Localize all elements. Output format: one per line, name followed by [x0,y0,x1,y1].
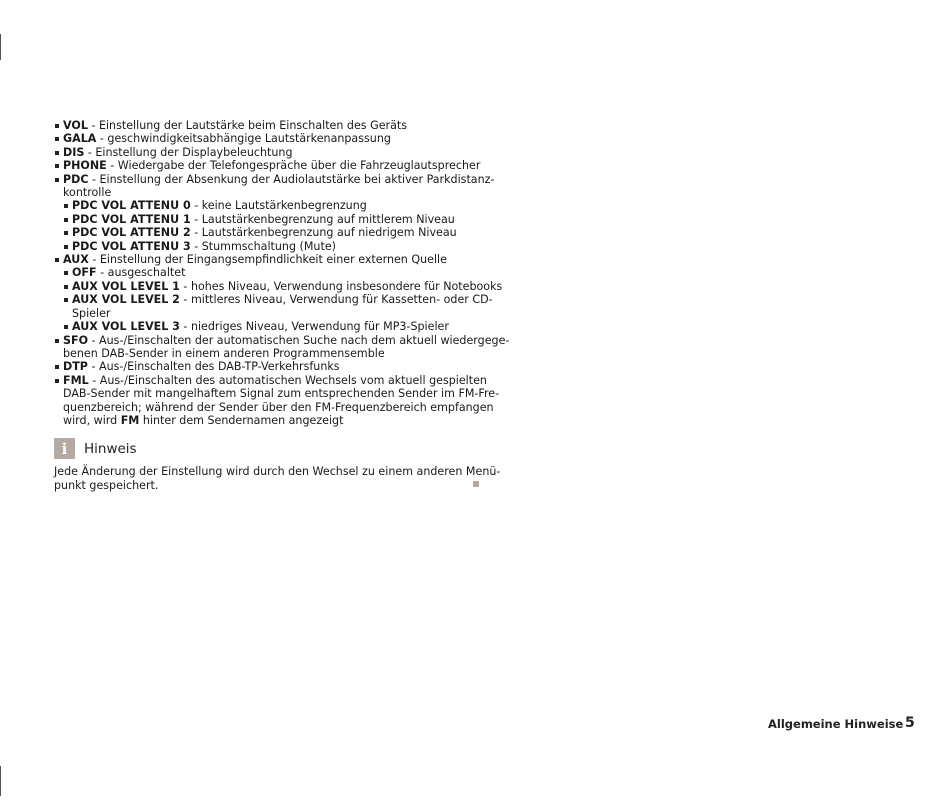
list-item-dtp: DTP - Aus-/Einschalten des DAB-TP-Verkehrsfunks [54,360,472,373]
list-item-sfo-continuation: benen DAB-Sender in einem anderen Programmensemble [63,346,385,360]
list-item-pdc: PDC - Einstellung der Absenkung der Audiolautstärke bei aktiver Parkdistanz- [54,173,472,186]
sub-item-pdc-vol-attenu-2: PDC VOL ATTENU 2 - Lautstärkenbegrenzung auf niedrigem Niveau [54,226,472,239]
fm-symbol: FM [120,413,140,427]
list-item-aux: AUX - Einstellung der Eingangsempfindlichkeit einer externen Quelle [54,253,472,266]
note-text [54,465,501,492]
note-header [54,438,137,459]
sub-item-aux-vol-level-1: AUX VOL LEVEL 1 - hohes Niveau, Verwendung insbesondere für Notebooks [54,280,472,293]
settings-list [54,119,510,427]
list-item-pdc-continuation: kontrolle [63,186,112,200]
sub-item-pdc-vol-attenu-0: PDC VOL ATTENU 0 - keine Lautstärkenbegrenzung [54,199,472,212]
crop-mark-top [0,34,1,60]
sub-item-pdc-vol-attenu-3: PDC VOL ATTENU 3 - Stummschaltung (Mute) [54,240,472,253]
sub-item-aux-vol-level-2: AUX VOL LEVEL 2 - mittleres Niveau, Verwendung für Kassetten- oder CD- [54,293,472,306]
list-item-dis: DIS - Einstellung der Displaybeleuchtung [54,146,472,159]
list-item-vol: VOL - Einstellung der Lautstärke beim Einschalten des Geräts [54,119,472,132]
sub-item-aux-vol-level-2-continuation: Spieler [72,306,111,320]
sub-item-off: OFF - ausgeschaltet [54,266,472,279]
sub-item-pdc-vol-attenu-1: PDC VOL ATTENU 1 - Lautstärkenbegrenzung auf mittlerem Niveau [54,213,472,226]
section-end-marker [473,481,479,487]
list-item-phone: PHONE - Wiedergabe der Telefongespräche über die Fahrzeuglautsprecher [54,159,472,172]
page-number: 5 [905,715,915,731]
list-item-fml-continuation-1: DAB-Sender mit mangelhaftem Signal zum entsprechenden Sender im FM-Fre- [63,387,500,401]
list-item-gala: GALA - geschwindigkeitsabhängige Lautstärkenanpassung [54,132,472,145]
note-line-2: punkt gespeichert. [54,478,159,492]
list-item-fml: FML - Aus-/Einschalten des automatischen Wechsels vom aktuell gespielten [54,374,472,387]
list-item-sfo: SFO - Aus-/Einschalten der automatischen Suche nach dem aktuell wiedergege- [54,334,472,347]
crop-mark-bottom [0,766,1,796]
info-icon: i [54,438,75,459]
note-line-1: Jede Änderung der Einstellung wird durch den Wechsel zu einem anderen Menü- [54,465,501,478]
list-item-fml-continuation-2: quenzbereich; während der Sender über den FM-Frequenzbereich empfangen [63,400,494,414]
footer-section-title: Allgemeine Hinweise [768,717,904,731]
note-title: Hinweis [84,440,137,457]
sub-item-aux-vol-level-3: AUX VOL LEVEL 3 - niedriges Niveau, Verwendung für MP3-Spieler [54,320,472,333]
list-item-fml-continuation-3: wird, wird FM hinter dem Sendernamen angezeigt [63,413,344,427]
